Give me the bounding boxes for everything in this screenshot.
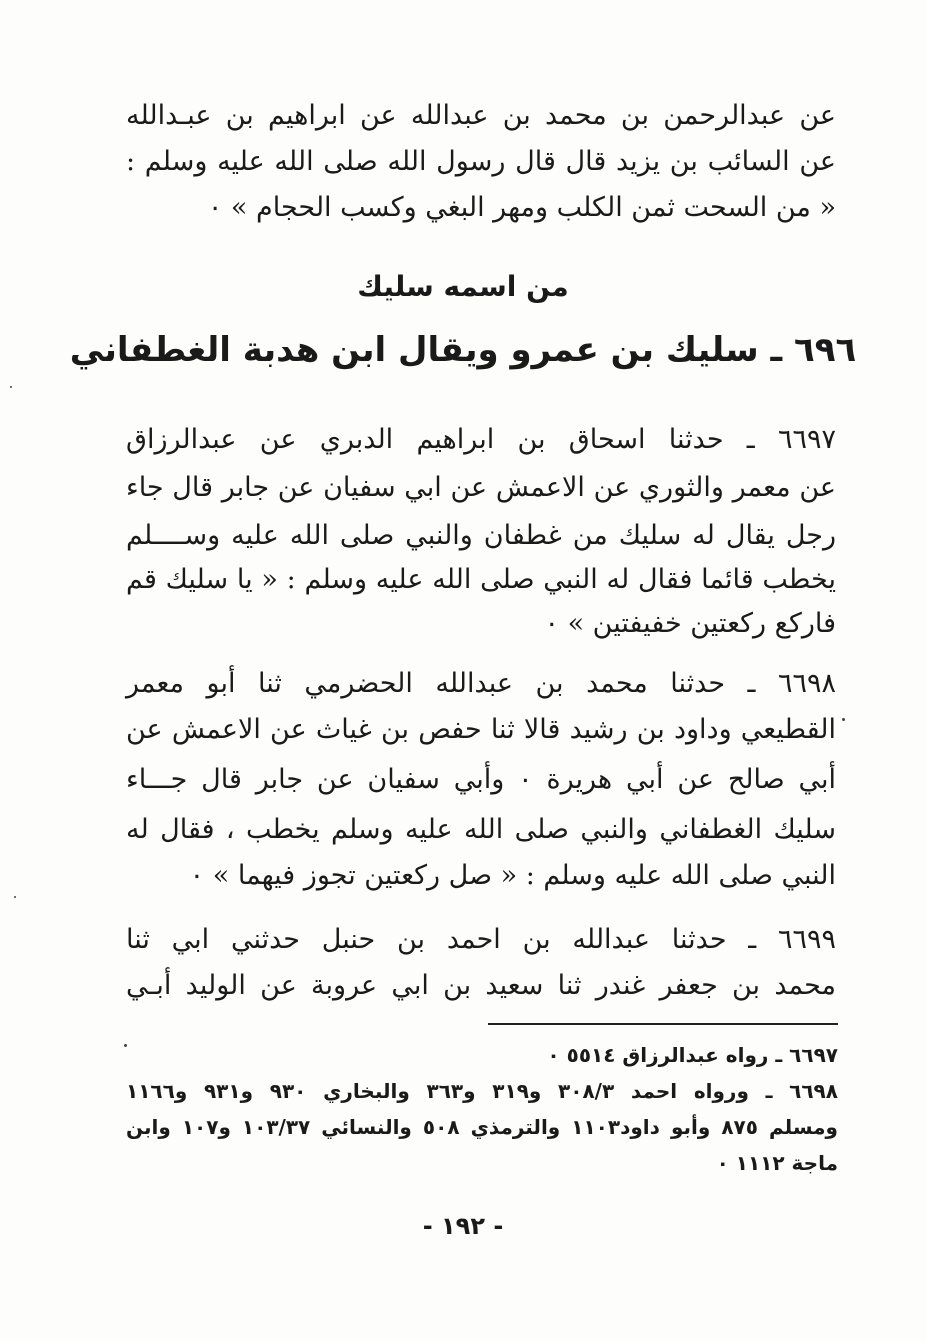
footnote-line: ومسلم ٨٧٥ وأبو داود١١٠٣ والترمذي ٥٠٨ والنسائي ١٠٣/٣٧ و١٠٧ وابن <box>126 1115 838 1139</box>
scan-speck <box>10 386 12 388</box>
scan-speck <box>14 896 16 898</box>
footnote-line: ٦٦٩٧ ـ رواه عبدالرزاق ٥٥١٤ ٠ <box>547 1043 838 1067</box>
text-line: يخطب قائما فقال له النبي صلى الله عليه وسلم : « يا سليك قم <box>126 564 836 595</box>
text-line: عن عبدالرحمن بن محمد بن عبدالله عن ابراهيم بن عبـدالله <box>126 100 836 131</box>
scan-speck <box>842 718 845 721</box>
footnote-separator <box>488 1023 838 1025</box>
text-line: رجل يقال له سليك من غطفان والنبي صلى الله عليه وســــلم <box>126 520 836 551</box>
text-line: فاركع ركعتين خفيفتين » ٠ <box>544 608 836 639</box>
section-heading: من اسمه سليك <box>357 270 569 303</box>
text-line: ٦٦٩٨ ـ حدثنا محمد بن عبدالله الحضرمي ثنا أبو معمر <box>126 668 836 699</box>
entry-heading: ٦٩٦ ـ سليك بن عمرو ويقال ابن هدبة الغطفاني <box>69 330 857 370</box>
text-line: محمد بن جعفر غندر ثنا سعيد بن ابي عروبة عن الوليد أبـي <box>126 970 836 1001</box>
scan-speck <box>124 1044 127 1047</box>
text-line: ٦٦٩٩ ـ حدثنا عبدالله بن احمد بن حنبل حدثني ابي ثنا <box>126 924 836 955</box>
text-line: ٦٦٩٧ ـ حدثنا اسحاق بن ابراهيم الدبري عن عبدالرزاق <box>126 424 836 455</box>
page-number: - ١٩٢ - <box>422 1212 504 1240</box>
text-line: النبي صلى الله عليه وسلم : « صل ركعتين تجوز فيهما » ٠ <box>189 860 836 891</box>
text-line: « من السحت ثمن الكلب ومهر البغي وكسب الحجام » ٠ <box>207 192 836 223</box>
text-line: أبي صالح عن أبي هريرة ٠ وأبي سفيان عن جابر قال جـــاء <box>126 764 837 795</box>
footnote-line: ماجة ١١١٢ ٠ <box>716 1151 838 1175</box>
text-line: القطيعي وداود بن رشيد قالا ثنا حفص بن غياث عن الاعمش عن <box>126 714 836 745</box>
text-line: عن السائب بن يزيد قال قال رسول الله صلى الله عليه وسلم : <box>126 146 836 177</box>
footnote-line: ٦٦٩٨ ـ ورواه احمد ٣٠٨/٣ و٣١٩ و٣٦٣ والبخاري ٩٣٠ و٩٣١ و١١٦٦ <box>126 1079 838 1103</box>
text-line: سليك الغطفاني والنبي صلى الله عليه وسلم يخطب ، فقال له <box>126 814 836 845</box>
text-line: عن معمر والثوري عن الاعمش عن ابي سفيان عن جابر قال جاء <box>126 472 836 503</box>
